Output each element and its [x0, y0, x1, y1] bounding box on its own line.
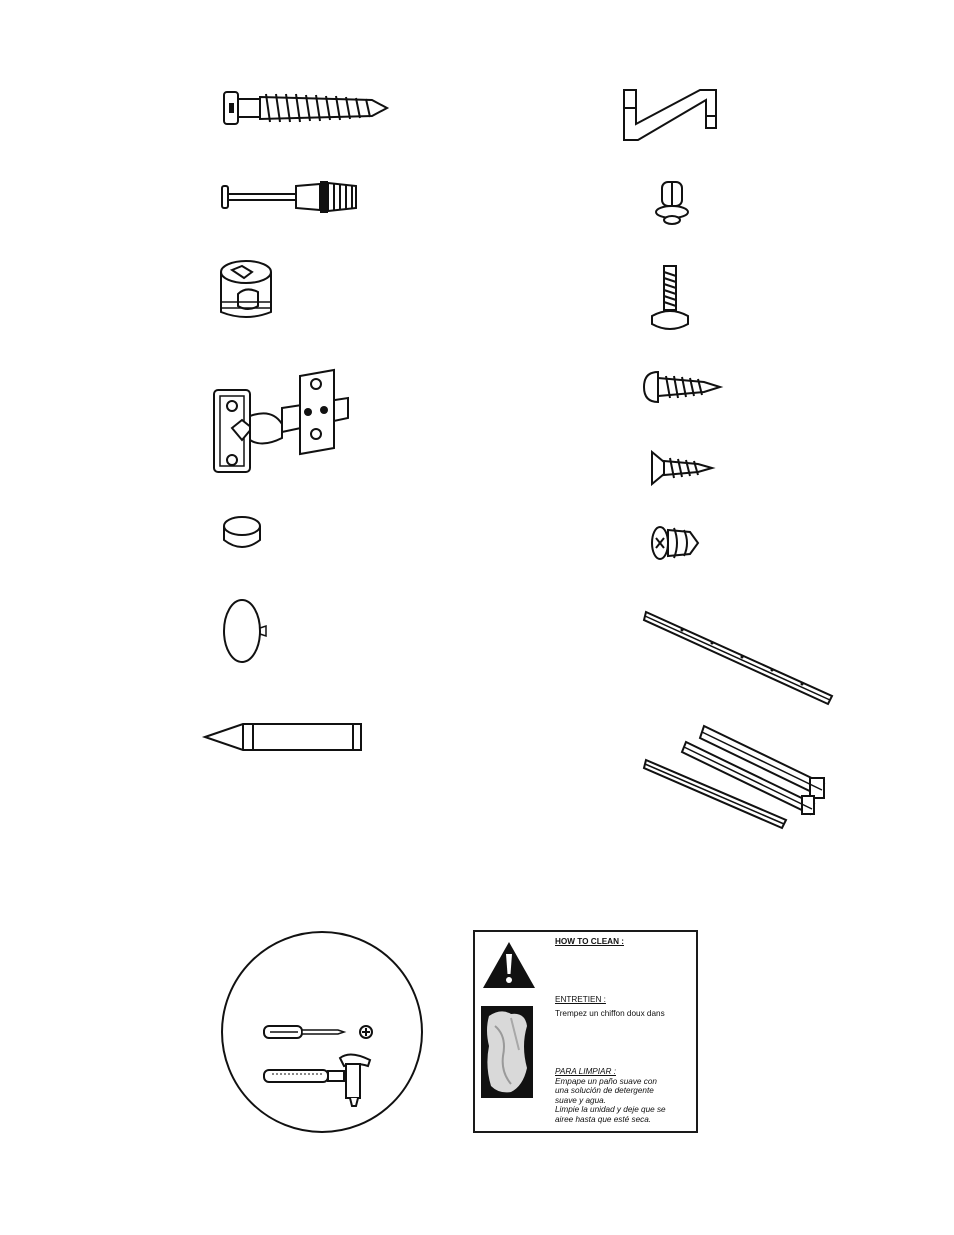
leveling-foot-icon: [648, 262, 692, 334]
touch-up-crayon-icon: [203, 720, 365, 754]
drawer-slides-icon: [642, 722, 832, 828]
para-limpiar-text: [555, 1077, 666, 1124]
care-instructions-box: [473, 930, 698, 1133]
limpiar-line: una solución de detergente: [555, 1086, 654, 1096]
cam-bolt-dowel-icon: [220, 178, 360, 216]
flat-head-screw-icon: [650, 450, 714, 486]
shelf-pin-icon: [648, 178, 696, 228]
how-to-clean-heading: HOW TO CLEAN :: [555, 937, 624, 946]
cam-lock-icon: [218, 258, 274, 322]
pan-head-screw-icon: [642, 368, 722, 406]
limpiar-line: airee hasta que esté seca.: [555, 1114, 652, 1124]
allen-key-icon: [622, 86, 722, 146]
cleaning-cloth-icon: [481, 1006, 533, 1098]
entretien-text: Trempez un chiffon doux dans: [555, 1009, 665, 1018]
warning-triangle-icon: [481, 940, 537, 990]
connector-bolt-icon: [222, 88, 392, 128]
metal-strip-icon: [642, 610, 834, 706]
entretien-heading: ENTRETIEN :: [555, 995, 606, 1004]
wall-anchor-icon: [650, 524, 700, 562]
para-limpiar-heading: PARA LIMPIAR :: [555, 1067, 616, 1076]
limpiar-line: suave y agua.: [555, 1095, 606, 1105]
limpiar-line: Empape un paño suave con: [555, 1077, 657, 1086]
cabinet-hinge-icon: [212, 368, 352, 476]
cover-cap-icon: [222, 598, 272, 664]
bumper-pad-icon: [222, 514, 264, 552]
required-tools-circle: [220, 930, 425, 1135]
limpiar-line: Limpie la unidad y deje que se: [555, 1105, 666, 1115]
